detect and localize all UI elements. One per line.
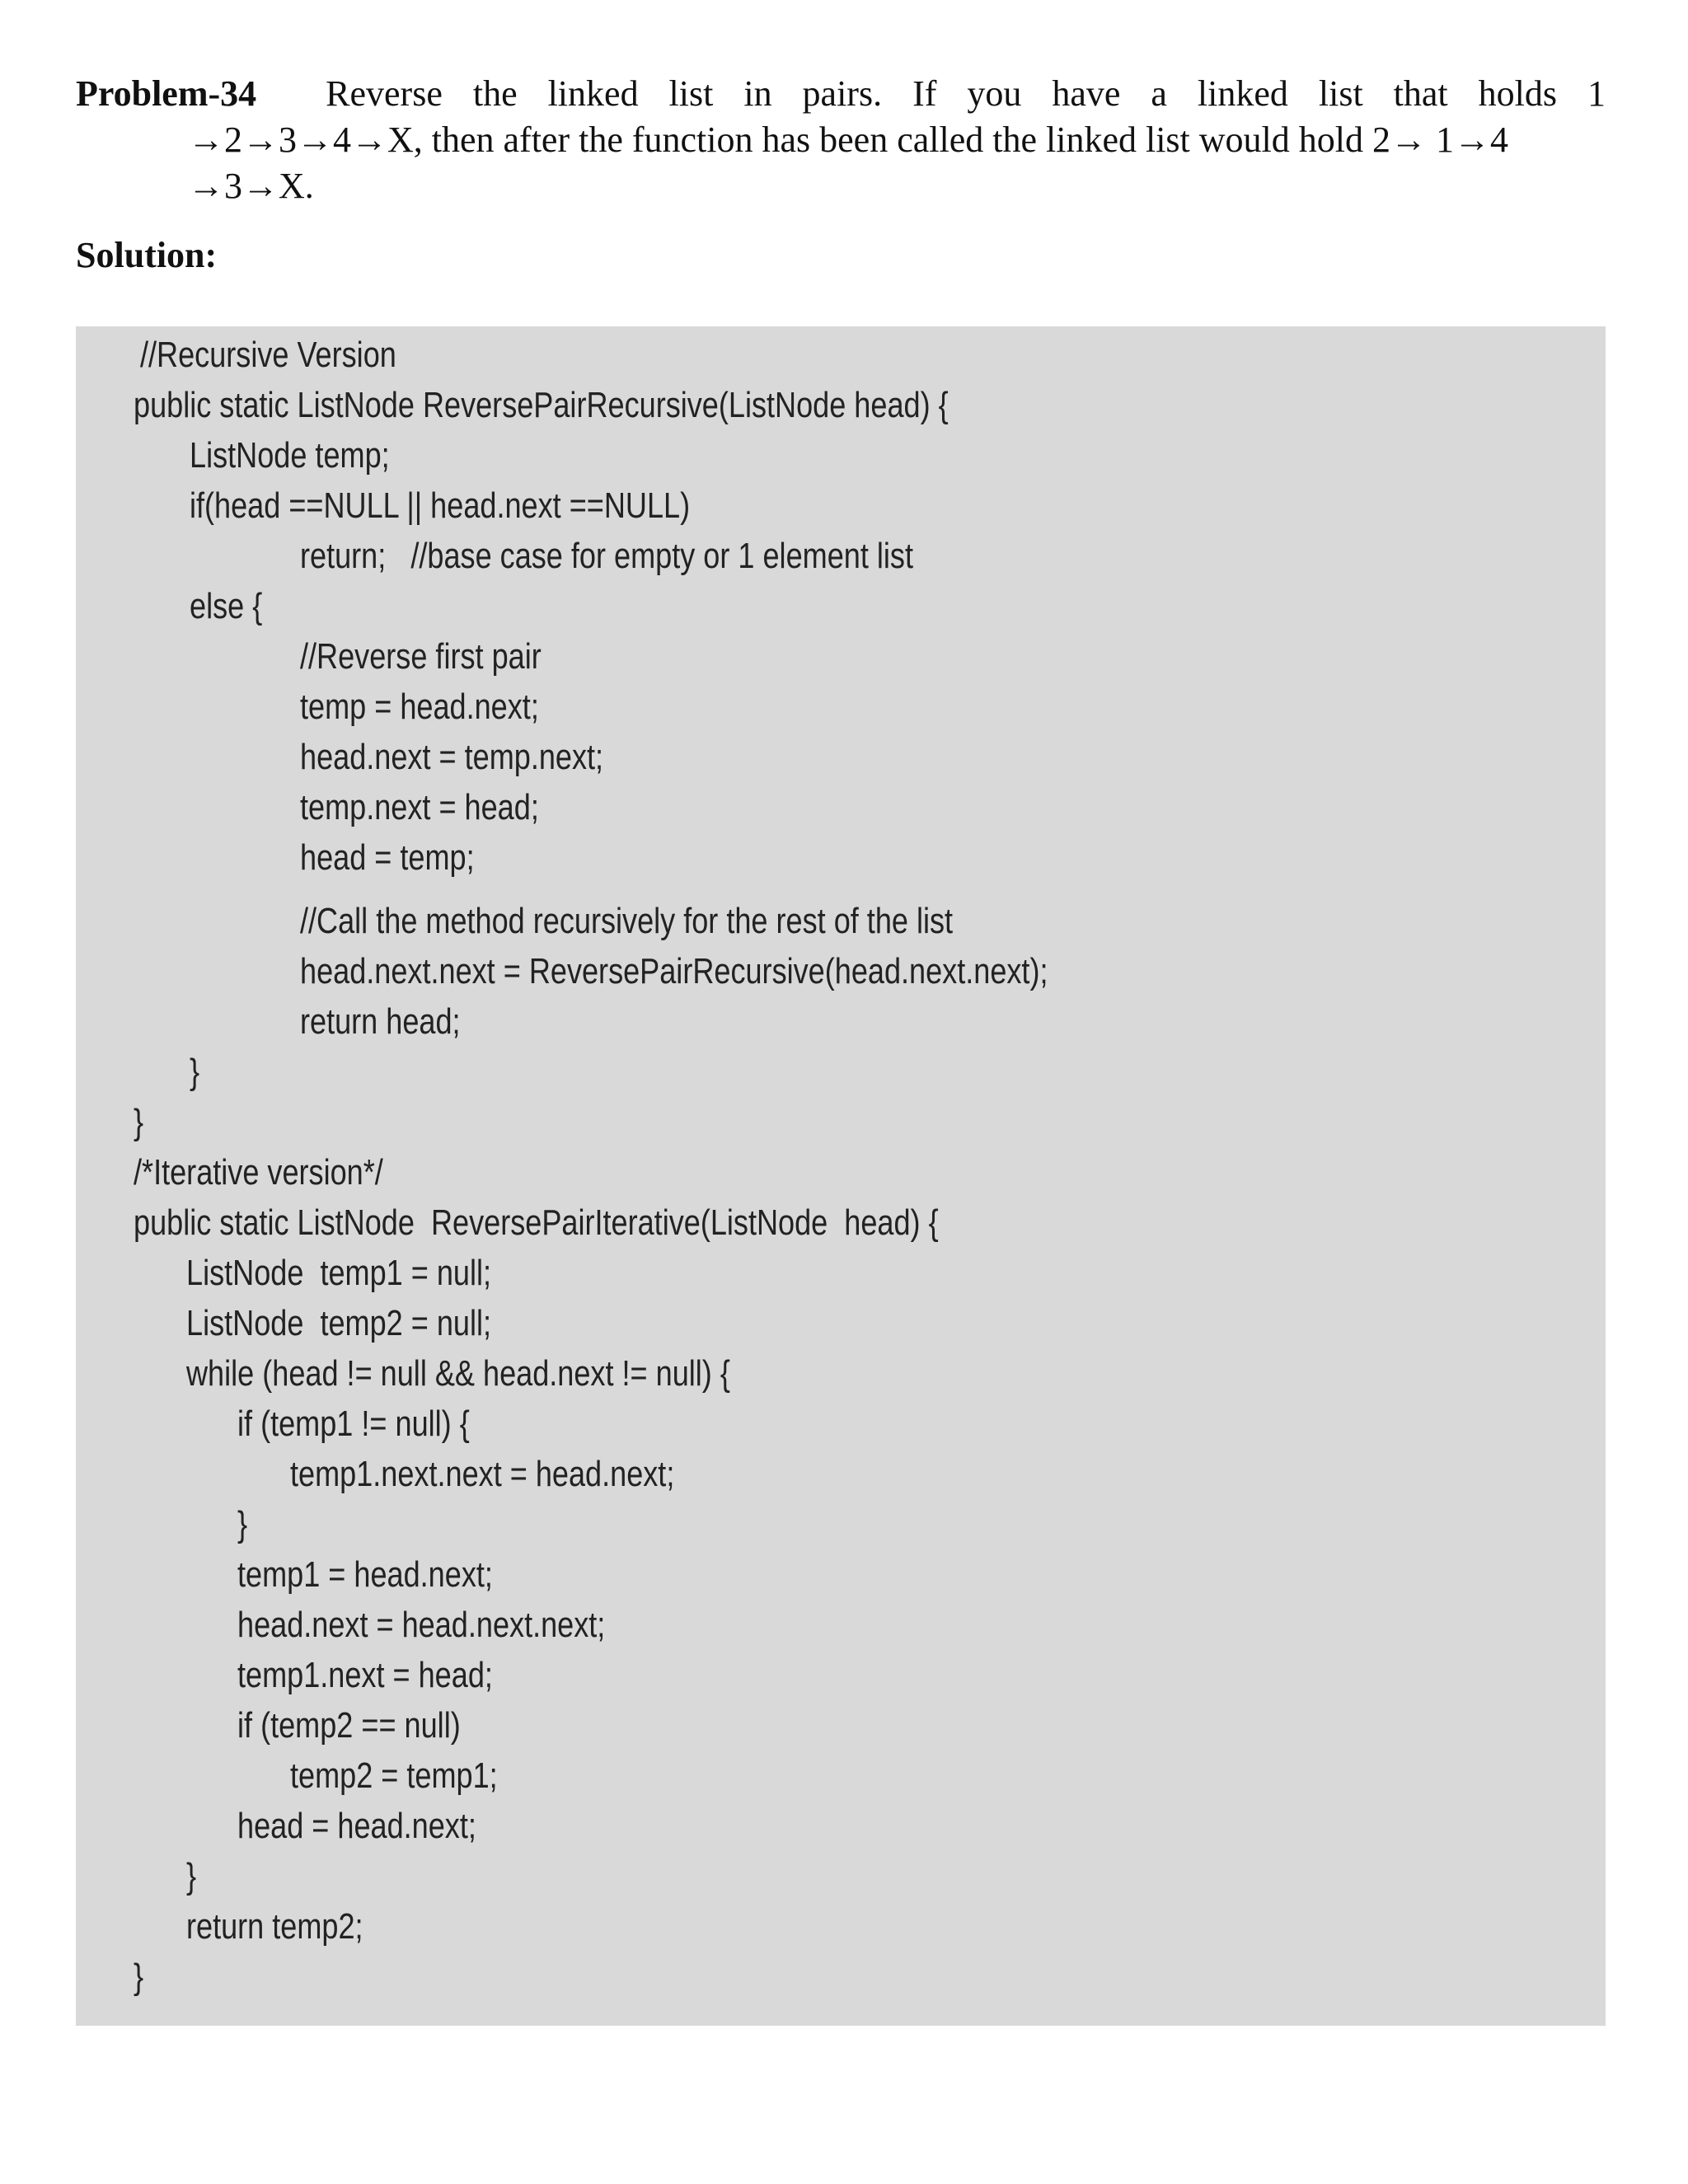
code-line: }: [186, 1856, 197, 1896]
code-line: temp1.next = head;: [237, 1655, 493, 1695]
problem-line-1: [76, 71, 1606, 117]
code-line: head = temp;: [300, 837, 475, 878]
code-line: temp1.next.next = head.next;: [290, 1454, 675, 1494]
code-line: if(head ==NULL || head.next ==NULL): [190, 485, 691, 526]
problem-statement: [76, 71, 1606, 209]
code-line: else {: [190, 586, 263, 626]
code-line: }: [190, 1052, 200, 1092]
code-line: }: [134, 1102, 144, 1142]
code-line: head.next = temp.next;: [300, 737, 604, 777]
code-line: //Call the method recursively for the rest of the list: [300, 901, 954, 941]
code-block: [76, 326, 1606, 2026]
code-line: //Recursive Version: [140, 335, 396, 375]
code-line: head = head.next;: [237, 1806, 476, 1846]
problem-line-2: →2→3→4→X, then after the function has been called the linked list would hold 2→ 1→4: [188, 120, 1509, 160]
code-line: return head;: [300, 1001, 461, 1042]
code-line: if (temp2 == null): [237, 1705, 461, 1746]
code-line: temp.next = head;: [300, 787, 539, 827]
code-line: ListNode temp1 = null;: [186, 1253, 492, 1293]
code-line: return; //base case for empty or 1 element list: [300, 536, 913, 576]
code-line: public static ListNode ReversePairIterative(ListNode head) {: [134, 1202, 939, 1243]
code-line: ListNode temp2 = null;: [186, 1303, 492, 1343]
solution-label: Solution:: [76, 235, 218, 275]
code-line: //Reverse first pair: [300, 636, 542, 677]
code-line: }: [237, 1504, 248, 1544]
code-line: while (head != null && head.next != null) {: [186, 1353, 730, 1394]
code-line: }: [134, 1957, 144, 1997]
code-line: head.next = head.next.next;: [237, 1605, 606, 1645]
problem-text-1: Reverse the linked list in pairs. If you have a linked list that holds 1: [326, 73, 1606, 114]
problem-label: Problem-34: [76, 73, 257, 114]
code-line: /*Iterative version*/: [134, 1152, 383, 1193]
code-line: return temp2;: [186, 1906, 363, 1947]
code-line: temp1 = head.next;: [237, 1554, 493, 1595]
code-line: head.next.next = ReversePairRecursive(head.next.next);: [300, 951, 1048, 991]
code-line: temp2 = temp1;: [290, 1755, 498, 1796]
code-line: if (temp1 != null) {: [237, 1404, 470, 1444]
code-line: public static ListNode ReversePairRecursive(ListNode head) {: [134, 385, 949, 425]
code-line: temp = head.next;: [300, 687, 539, 727]
problem-line-3: →3→X.: [188, 166, 314, 206]
code-line: ListNode temp;: [190, 435, 390, 476]
